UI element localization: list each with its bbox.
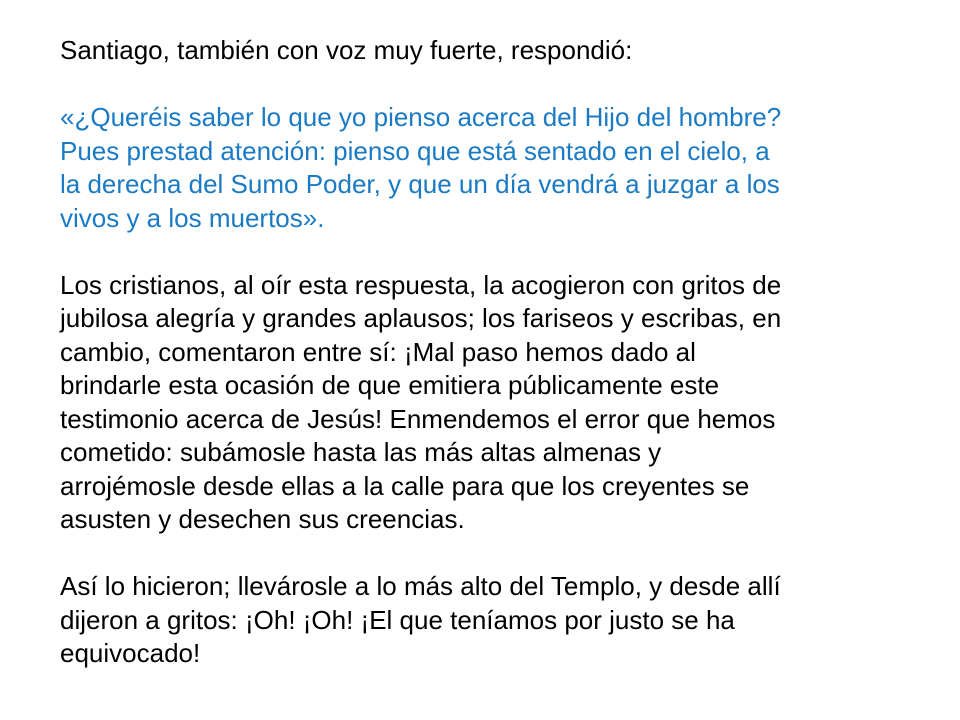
paragraph-intro (60, 34, 910, 68)
text-line: dijeron a gritos: ¡Oh! ¡Oh! ¡El que teníamos por justo se ha (60, 604, 735, 635)
paragraph-quote (60, 101, 910, 235)
text-line: la derecha del Sumo Poder, y que un día vendrá a juzgar a los (60, 169, 780, 199)
text-line: «¿Queréis saber lo que yo pienso acerca del Hijo del hombre? (60, 102, 782, 132)
text-line: cometido: subámosle hasta las más altas almenas y (60, 437, 662, 467)
text-line: Pues prestad atención: pienso que está sentado en el cielo, a (60, 135, 770, 166)
text-line: brindarle esta ocasión de que emitiera públicamente este (60, 370, 720, 400)
text-line: equivocado! (60, 638, 201, 668)
text-line: arrojémosle desde ellas a la calle para que los creyentes se (60, 470, 750, 501)
text-line: Santiago, también con voz muy fuerte, respondió: (60, 35, 633, 65)
text-line: vivos y a los muertos». (60, 202, 325, 233)
text-line: testimonio acerca de Jesús! Enmendemos el error que hemos (60, 403, 776, 434)
text-line: Así lo hicieron; llevárosle a lo más alto del Templo, y desde allí (60, 571, 781, 601)
paragraph-outcome (60, 570, 910, 671)
text-line: cambio, comentaron entre sí: ¡Mal paso hemos dado al (60, 336, 696, 367)
text-line: Los cristianos, al oír esta respuesta, la acogieron con gritos de (60, 269, 782, 300)
slide-body (60, 34, 910, 704)
text-line: jubilosa alegría y grandes aplausos; los fariseos y escribas, en (60, 303, 782, 333)
paragraph-reaction (60, 269, 910, 537)
text-line: asusten y desechen sus creencias. (60, 504, 465, 534)
